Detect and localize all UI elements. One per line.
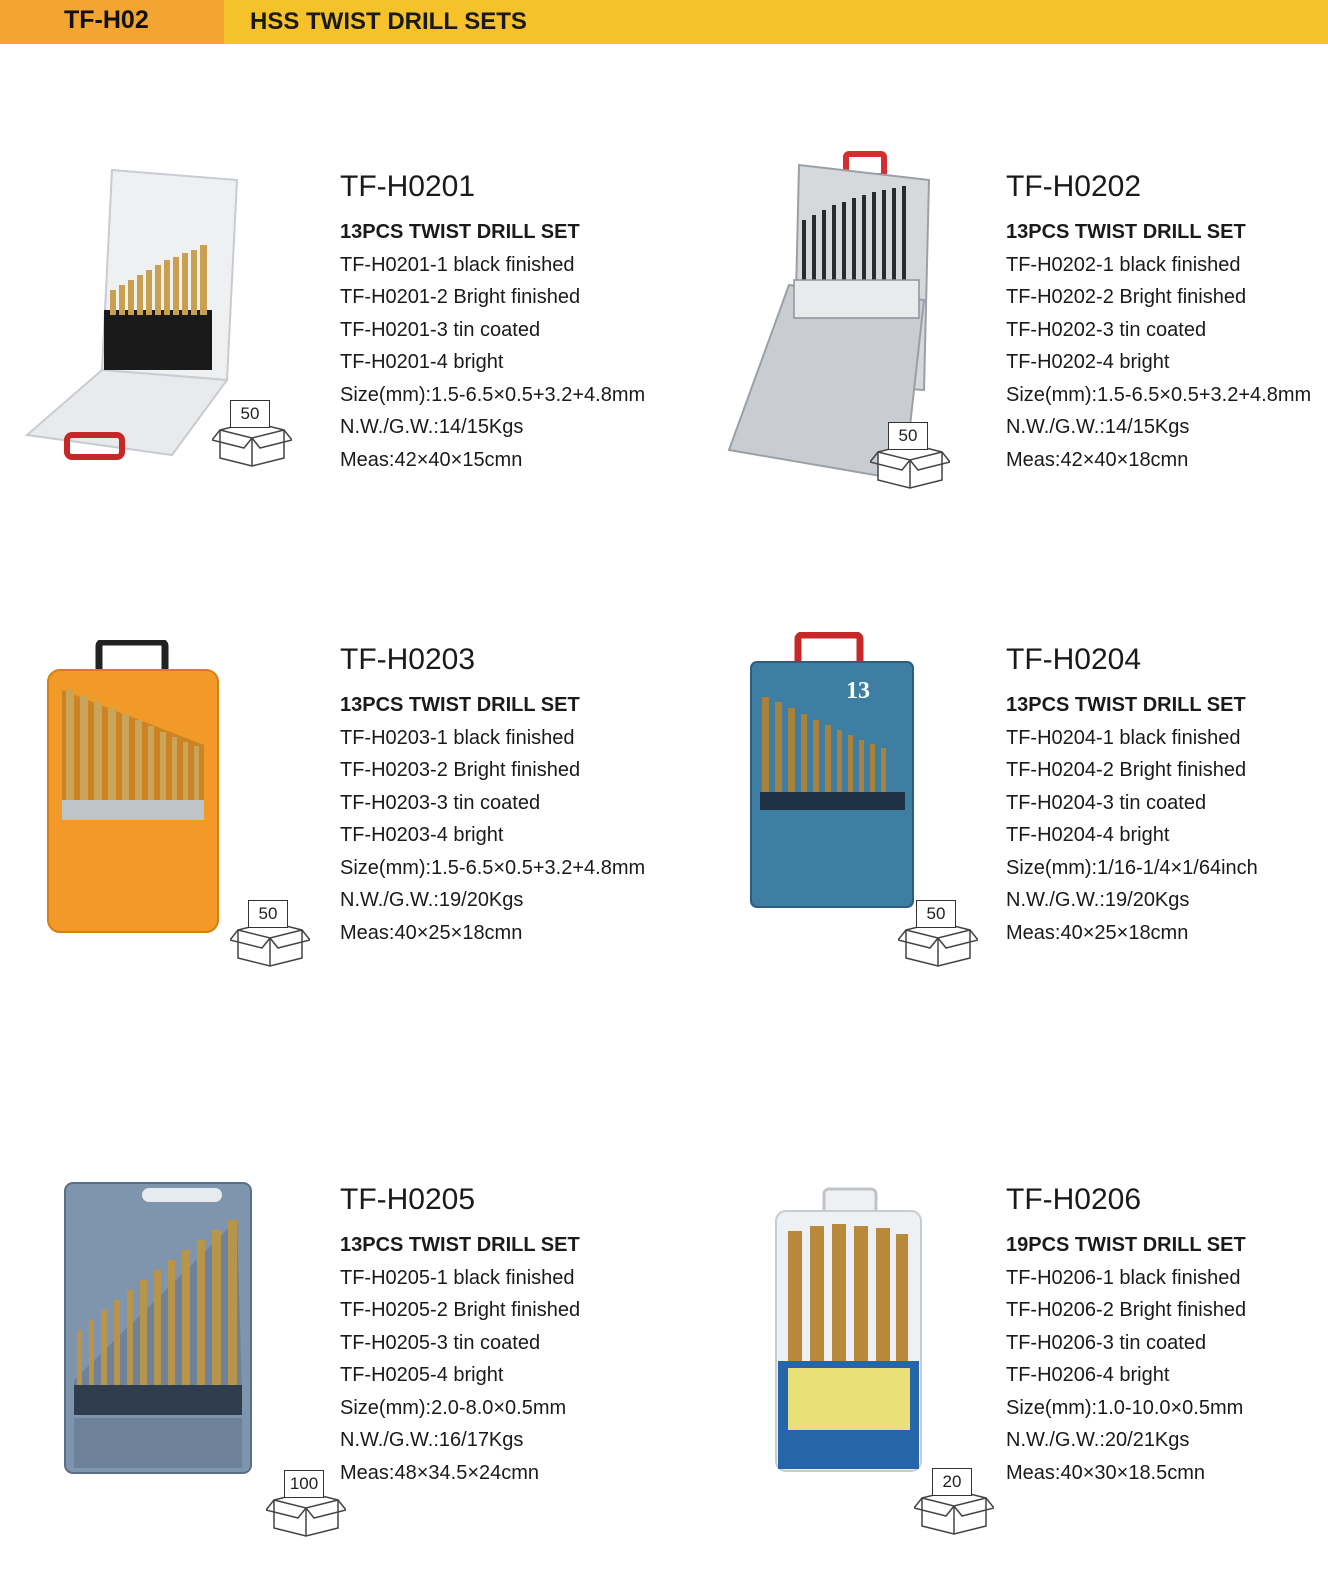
product-tf-h0206 bbox=[1006, 1183, 1246, 1489]
size-spec: Size(mm):2.0-8.0×0.5mm bbox=[340, 1396, 567, 1419]
carton-quantity: 50 bbox=[230, 400, 270, 428]
product-code: TF-H0204 bbox=[1006, 643, 1142, 676]
product-code: TF-H0205 bbox=[340, 1183, 476, 1216]
product-code: TF-H0203 bbox=[340, 643, 476, 676]
variant-3: TF-H0201-3 tin coated bbox=[340, 318, 541, 341]
product-tf-h0205 bbox=[340, 1183, 580, 1489]
measure-spec: Meas:40×25×18cmn bbox=[340, 921, 523, 944]
variant-4: TF-H0203-4 bright bbox=[340, 824, 504, 846]
variant-1: TF-H0202-1 black finished bbox=[1006, 253, 1241, 276]
carton-quantity: 20 bbox=[932, 1468, 972, 1496]
variant-3: TF-H0203-3 tin coated bbox=[340, 791, 541, 814]
variant-2: TF-H0203-2 Bright finished bbox=[340, 759, 581, 781]
product-image-tf-h0203 bbox=[44, 640, 224, 935]
product-code: TF-H0201 bbox=[340, 170, 476, 203]
size-spec: Size(mm):1.5-6.5×0.5+3.2+4.8mm bbox=[340, 383, 646, 406]
section-code: TF-H02 bbox=[0, 0, 224, 44]
variant-4: TF-H0205-4 bright bbox=[340, 1364, 504, 1386]
variant-3: TF-H0205-3 tin coated bbox=[340, 1331, 541, 1354]
weight-spec: N.W./G.W.:14/15Kgs bbox=[340, 416, 524, 438]
product-image-tf-h0205 bbox=[62, 1180, 254, 1476]
variant-2: TF-H0206-2 Bright finished bbox=[1006, 1299, 1247, 1321]
product-tf-h0202 bbox=[1006, 170, 1311, 476]
variant-1: TF-H0204-1 black finished bbox=[1006, 726, 1241, 749]
product-tf-h0201 bbox=[340, 170, 645, 476]
variant-1: TF-H0203-1 black finished bbox=[340, 726, 575, 749]
variant-2: TF-H0205-2 Bright finished bbox=[340, 1299, 581, 1321]
section-title: HSS TWIST DRILL SETS bbox=[250, 8, 527, 35]
set-title: 13PCS TWIST DRILL SET bbox=[340, 1234, 580, 1256]
header-bar bbox=[0, 0, 1328, 44]
variant-3: TF-H0204-3 tin coated bbox=[1006, 791, 1207, 814]
measure-spec: Meas:48×34.5×24cmn bbox=[340, 1461, 540, 1484]
carton-quantity: 100 bbox=[284, 1470, 324, 1498]
product-image-tf-h0206 bbox=[768, 1186, 928, 1476]
product-image-tf-h0201 bbox=[22, 165, 242, 465]
set-title: 19PCS TWIST DRILL SET bbox=[1006, 1234, 1246, 1256]
variant-1: TF-H0205-1 black finished bbox=[340, 1266, 575, 1289]
variant-2: TF-H0204-2 Bright finished bbox=[1006, 759, 1247, 781]
variant-4: TF-H0206-4 bright bbox=[1006, 1364, 1170, 1386]
measure-spec: Meas:42×40×15cmn bbox=[340, 448, 523, 471]
carton-icon bbox=[230, 898, 310, 970]
weight-spec: N.W./G.W.:19/20Kgs bbox=[340, 889, 524, 911]
set-title: 13PCS TWIST DRILL SET bbox=[1006, 221, 1246, 243]
carton-icon bbox=[266, 1468, 346, 1540]
set-title: 13PCS TWIST DRILL SET bbox=[340, 694, 580, 716]
variant-3: TF-H0202-3 tin coated bbox=[1006, 318, 1207, 341]
weight-spec: N.W./G.W.:16/17Kgs bbox=[340, 1429, 524, 1451]
carton-quantity: 50 bbox=[248, 900, 288, 928]
variant-2: TF-H0202-2 Bright finished bbox=[1006, 286, 1247, 308]
carton-icon bbox=[212, 398, 292, 470]
variant-3: TF-H0206-3 tin coated bbox=[1006, 1331, 1207, 1354]
carton-icon bbox=[914, 1466, 994, 1538]
set-title: 13PCS TWIST DRILL SET bbox=[1006, 694, 1246, 716]
svg-text:13: 13 bbox=[846, 678, 870, 704]
weight-spec: N.W./G.W.:19/20Kgs bbox=[1006, 889, 1190, 911]
product-image-tf-h0204 bbox=[748, 632, 916, 910]
variant-2: TF-H0201-2 Bright finished bbox=[340, 286, 581, 308]
carton-icon bbox=[870, 420, 950, 492]
product-tf-h0203 bbox=[340, 643, 645, 949]
size-spec: Size(mm):1/16-1/4×1/64inch bbox=[1006, 856, 1258, 879]
carton-quantity: 50 bbox=[888, 422, 928, 450]
variant-4: TF-H0204-4 bright bbox=[1006, 824, 1170, 846]
measure-spec: Meas:40×30×18.5cmn bbox=[1006, 1461, 1206, 1484]
weight-spec: N.W./G.W.:14/15Kgs bbox=[1006, 416, 1190, 438]
variant-4: TF-H0201-4 bright bbox=[340, 351, 504, 373]
product-code: TF-H0206 bbox=[1006, 1183, 1142, 1216]
variant-1: TF-H0201-1 black finished bbox=[340, 253, 575, 276]
variant-4: TF-H0202-4 bright bbox=[1006, 351, 1170, 373]
measure-spec: Meas:40×25×18cmn bbox=[1006, 921, 1189, 944]
size-spec: Size(mm):1.5-6.5×0.5+3.2+4.8mm bbox=[340, 856, 646, 879]
product-tf-h0204 bbox=[1006, 643, 1258, 949]
size-spec: Size(mm):1.5-6.5×0.5+3.2+4.8mm bbox=[1006, 383, 1312, 406]
size-spec: Size(mm):1.0-10.0×0.5mm bbox=[1006, 1396, 1244, 1419]
product-code: TF-H0202 bbox=[1006, 170, 1142, 203]
weight-spec: N.W./G.W.:20/21Kgs bbox=[1006, 1429, 1190, 1451]
carton-icon bbox=[898, 898, 978, 970]
variant-1: TF-H0206-1 black finished bbox=[1006, 1266, 1241, 1289]
set-title: 13PCS TWIST DRILL SET bbox=[340, 221, 580, 243]
carton-quantity: 50 bbox=[916, 900, 956, 928]
measure-spec: Meas:42×40×18cmn bbox=[1006, 448, 1189, 471]
